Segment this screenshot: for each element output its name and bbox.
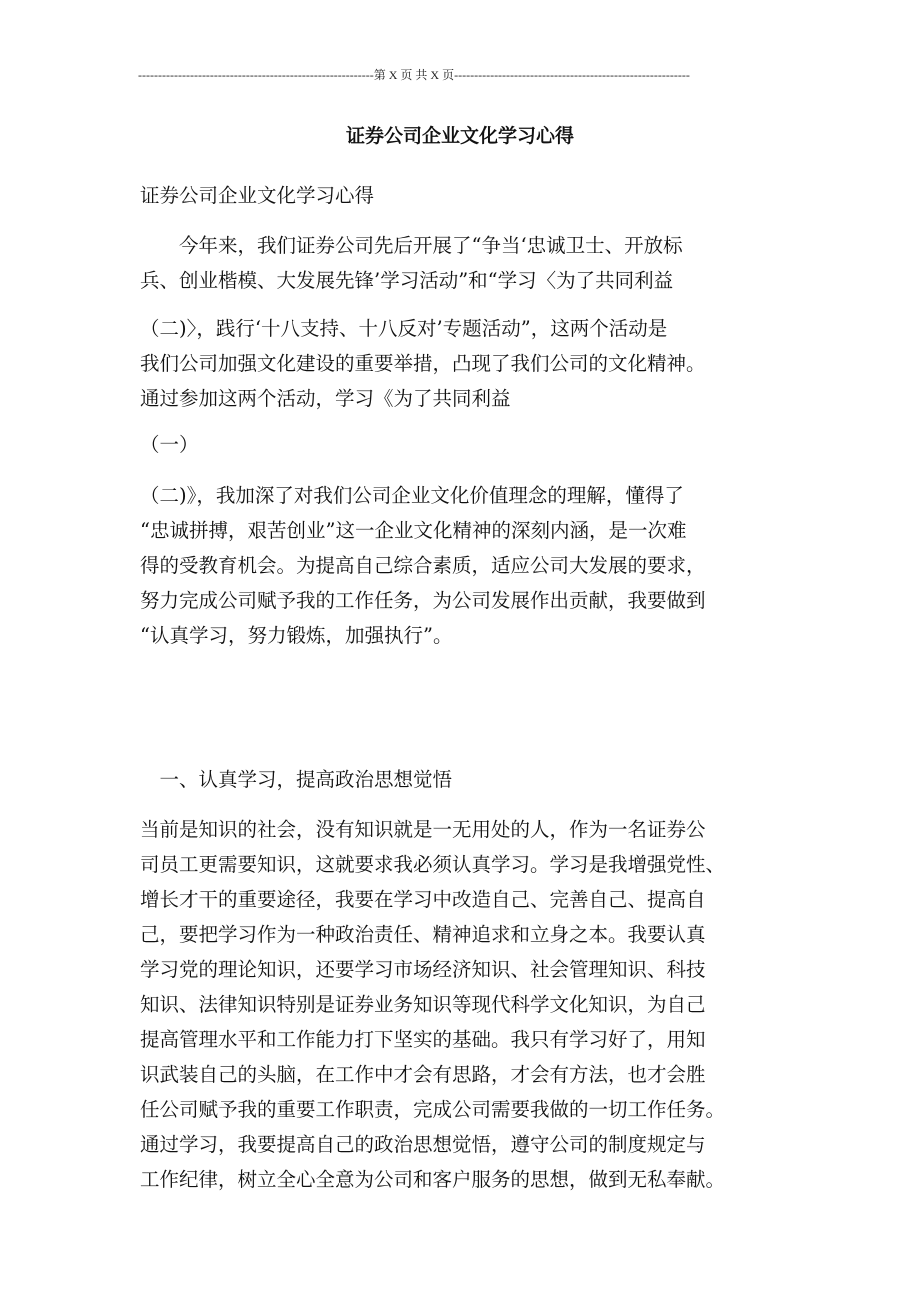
- paragraph-line: 提高管理水平和工作能力打下坚实的基础。我只有学习好了，用知: [140, 1028, 706, 1051]
- paragraph-line: 我们公司加强文化建设的重要举措，凸现了我们公司的文化精神。: [140, 352, 706, 375]
- paragraph-line: 增长才干的重要途径，我要在学习中改造自己、完善自己、提高自: [140, 888, 706, 911]
- paragraph-line: 工作纪律，树立全心全意为公司和客户服务的思想，做到无私奉献。: [140, 1168, 726, 1191]
- paragraph-line: 得的受教育机会。为提高自己综合素质，适应公司大发展的要求，: [140, 554, 706, 577]
- paragraph-reflection: [140, 478, 790, 653]
- document-subtitle: [140, 178, 790, 213]
- paragraph-line: “忠诚拼搏，艰苦创业”这一企业文化精神的深刻内涵，是一次难: [140, 519, 687, 542]
- paragraph-line: 今年来，我们证券公司先后开展了“争当‘忠诚卫士、开放标: [140, 234, 683, 257]
- paragraph-line: 通过参加这两个活动，学习《为了共同利益: [140, 387, 511, 410]
- paragraph-part-one: [140, 427, 790, 462]
- paragraph-activities: [140, 311, 790, 416]
- paragraph-line: 知识、法律知识特别是证券业务知识等现代科学文化知识，为自己: [140, 993, 706, 1016]
- paragraph-line: 司员工更需要知识，这就要求我必须认真学习。学习是我增强党性、: [140, 853, 726, 876]
- page-header: -----------------------------------------------------------第 X 页 共 X 页-----------------------------------------------------------: [138, 68, 690, 82]
- section-heading-1: [140, 762, 790, 797]
- paragraph-line: 通过学习，我要提高自己的政治思想觉悟，遵守公司的制度规定与: [140, 1133, 706, 1156]
- paragraph-line: （二)》，我加深了对我们公司企业文化价值理念的理解，懂得了: [140, 484, 684, 507]
- paragraph-intro: [140, 228, 790, 298]
- section-body-1: [140, 812, 790, 1197]
- paragraph-line: 兵、创业楷模、大发展先锋’学习活动”和“学习〈为了共同利益: [140, 269, 674, 292]
- paragraph-line: 努力完成公司赋予我的工作任务，为公司发展作出贡献，我要做到: [140, 589, 706, 612]
- document-title: 证券公司企业文化学习心得: [345, 125, 574, 147]
- subtitle-line: 证券公司企业文化学习心得: [140, 184, 375, 207]
- paragraph-line: “认真学习，努力锻炼，加强执行”。: [140, 624, 453, 647]
- section-heading-text: 一、认真学习，提高政治思想觉悟: [140, 768, 453, 791]
- paragraph-line: 己，要把学习作为一种政治责任、精神追求和立身之本。我要认真: [140, 923, 706, 946]
- paragraph-line: 识武装自己的头脑，在工作中才会有思路，才会有方法，也才会胜: [140, 1063, 706, 1086]
- paragraph-line: 当前是知识的社会，没有知识就是一无用处的人，作为一名证券公: [140, 818, 706, 841]
- paragraph-line: 任公司赋予我的重要工作职责，完成公司需要我做的一切工作任务。: [140, 1098, 726, 1121]
- paragraph-line: （一）: [140, 433, 199, 456]
- paragraph-line: 学习党的理论知识，还要学习市场经济知识、社会管理知识、科技: [140, 958, 706, 981]
- paragraph-line: （二)〉，践行‘十八支持、十八反对’专题活动”，这两个活动是: [140, 317, 668, 340]
